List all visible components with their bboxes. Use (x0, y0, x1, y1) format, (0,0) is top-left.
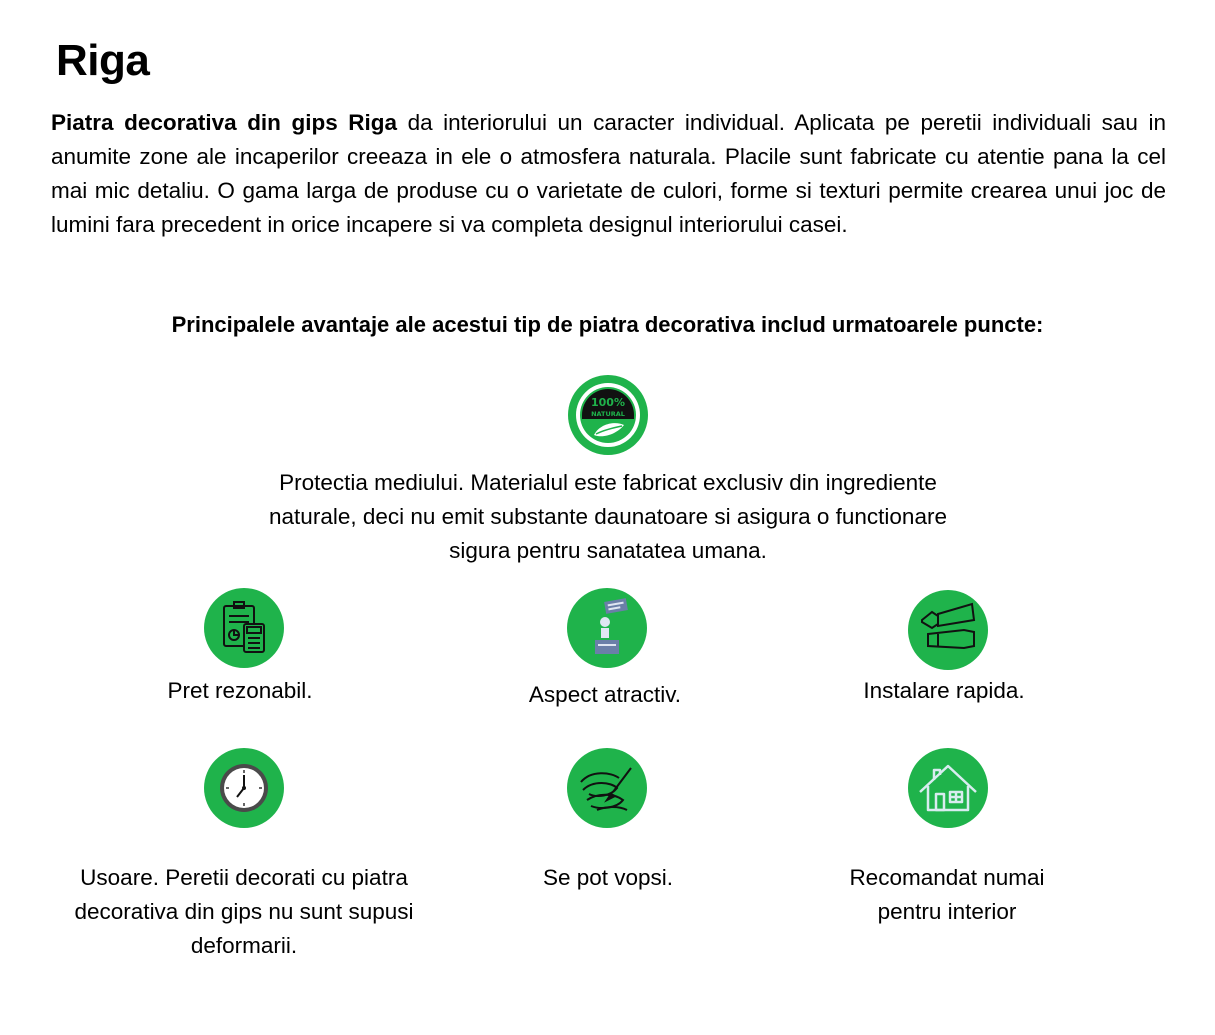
feature-text-paintable: Se pot vopsi. (542, 865, 674, 890)
intro-text: da interiorului un caracter individual. Aplicata pe peretii individuali sau in anumite zone ale incaperilor creeaza in ele o atmosfera naturala. Placile sunt fabricate cu atentie pana la cel mai mic detaliu. O gama larga de produse cu o varietate de culori, forme si texturi permite crearea unui joc de lumini fara precedent in orice incapere si va completa designul interiorului casei. (51, 110, 1167, 237)
badge-natural: NATURAL (591, 410, 625, 418)
feature-text-aspect: Aspect atractiv. (528, 682, 682, 707)
house-icon (908, 748, 988, 828)
attractive-aspect-icon (567, 588, 647, 668)
badge-percent: 100% (591, 396, 625, 409)
paint-brush-icon (567, 748, 647, 828)
natural-100-icon (568, 375, 648, 455)
clock-icon (204, 748, 284, 828)
feature-text-installation: Instalare rapida. (863, 678, 1025, 703)
intro-bold-text: Piatra decorativa din gips Riga (51, 110, 398, 135)
calculator-clipboard-icon (204, 588, 284, 668)
feature-text-price: Pret rezonabil. (167, 678, 313, 703)
feature-text-light: Usoare. Peretii decorati cu piatra decorativa din gips nu sunt supusi deformarii. (74, 865, 414, 958)
glue-tube-icon (908, 590, 988, 670)
advantages-heading: Principalele avantaje ale acestui tip de piatra decorativa includ urmatoarele puncte: (171, 312, 1044, 337)
feature-text-interior: Recomandat numai pentru interior (849, 865, 1045, 924)
page-title: Riga (56, 36, 150, 85)
intro-paragraph (51, 106, 1166, 242)
feature-text-environment: Protectia mediului. Materialul este fabricat exclusiv din ingrediente naturale, deci nu emit substante daunatoare si asigura o functionare sigura pentru sanatatea umana. (269, 470, 947, 563)
